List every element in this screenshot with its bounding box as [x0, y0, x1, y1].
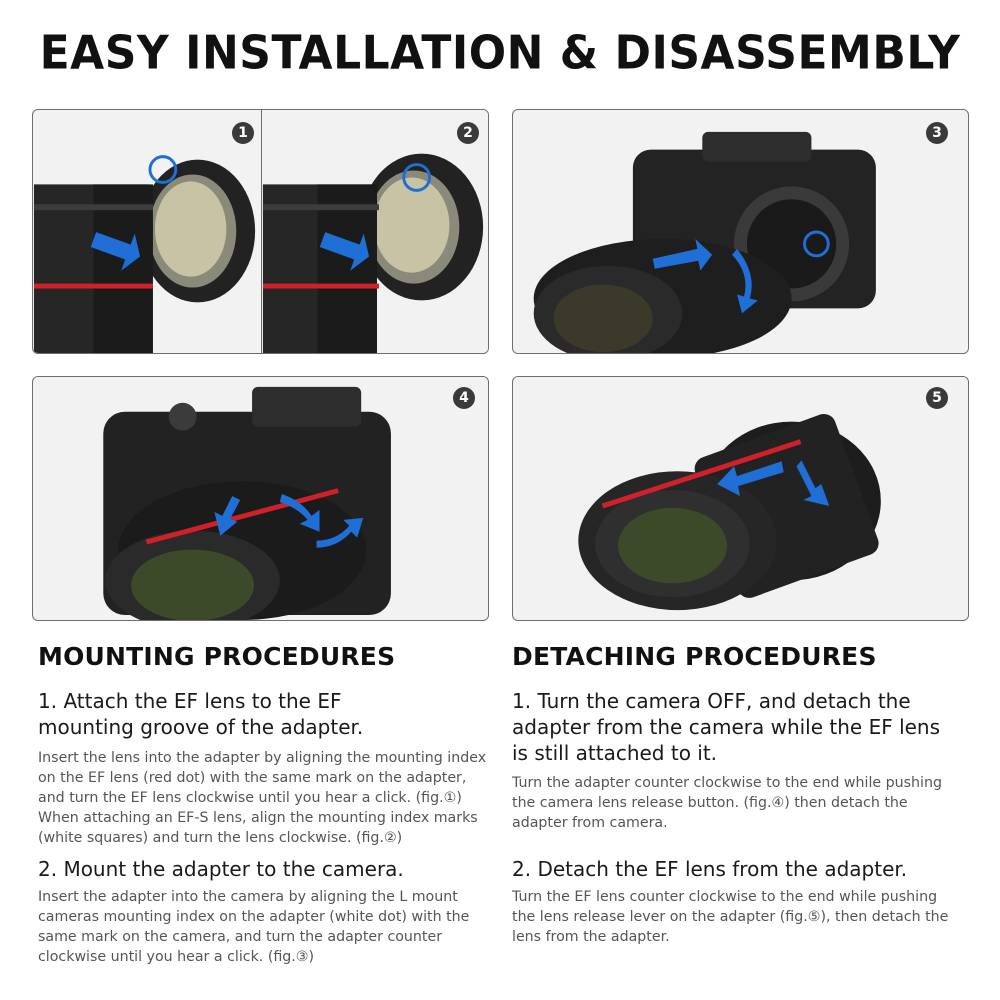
- detaching-step1-body: Turn the adapter counter clockwise to the end while pushing the camera lens release button. (fig.④) then detach the adapter from camera.: [512, 775, 942, 831]
- step-badge: 4: [453, 387, 475, 409]
- step-badge: 1: [232, 122, 254, 144]
- lens-adapter-illustration-5: [513, 377, 968, 620]
- step-badge: 3: [926, 122, 948, 144]
- lens-adapter-illustration-2: [262, 110, 489, 353]
- step-badge: 2: [457, 122, 479, 144]
- page-title: EASY INSTALLATION & DISASSEMBLY: [39, 26, 961, 81]
- mounting-heading: MOUNTING PROCEDURES: [38, 642, 396, 671]
- figure-3: [512, 109, 969, 354]
- figure-4: [32, 376, 489, 621]
- figure-5: [512, 376, 969, 621]
- lens-adapter-illustration-1: [33, 110, 261, 353]
- detaching-step2-body: Turn the EF lens counter clockwise to the end while pushing the lens release lever on the adapter (fig.⑤), then detach the lens from the adapter.: [512, 889, 949, 945]
- detaching-step1-title: 1. Turn the camera OFF, and detach the adapter from the camera while the EF lens is still attached to it.: [512, 689, 941, 765]
- figure-panel-1-2: [32, 109, 489, 354]
- mounting-step1-body: Insert the lens into the adapter by aligning the mounting index on the EF lens (red dot) with the same mark on the adapter, and turn the EF lens clockwise until you hear a click. (fig.①) When attaching an EF-S lens, align the mounting index marks (white squares) and turn the lens clockwise. (fig.②): [38, 750, 487, 846]
- mounting-step2-title: 2. Mount the adapter to the camera.: [38, 857, 404, 881]
- camera-adapter-illustration-3: [513, 110, 968, 353]
- detaching-heading: DETACHING PROCEDURES: [512, 642, 877, 671]
- figure-1: [33, 110, 261, 353]
- mounting-step2-body: Insert the adapter into the camera by aligning the L mount cameras mounting index on the adapter (white dot) with the same mark on the camera, and turn the adapter counter clockwise until you hear a click. (fig.③): [38, 889, 470, 965]
- camera-lens-illustration-4: [33, 377, 488, 620]
- mounting-step1-title: 1. Attach the EF lens to the EF mounting groove of the adapter.: [38, 689, 364, 739]
- figure-2: [262, 110, 489, 353]
- detaching-step2-title: 2. Detach the EF lens from the adapter.: [512, 857, 908, 881]
- step-badge: 5: [926, 387, 948, 409]
